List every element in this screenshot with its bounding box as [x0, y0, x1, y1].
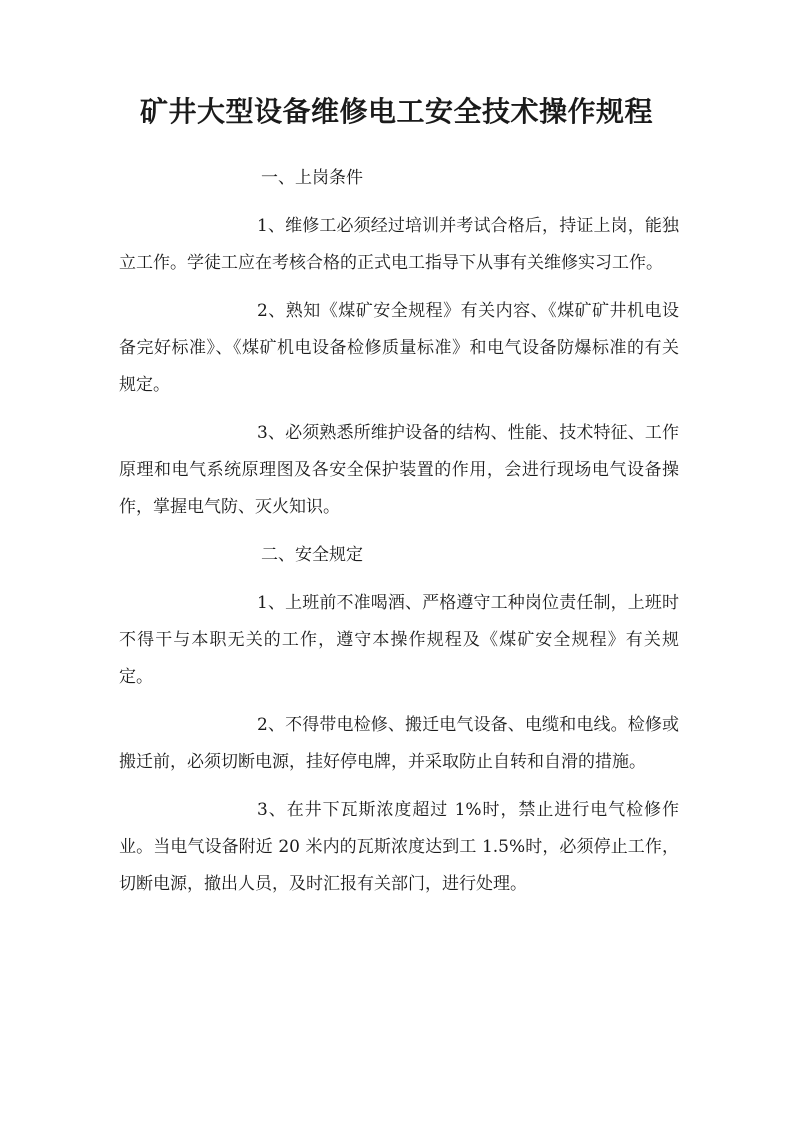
section-heading-safety: 二、安全规定	[261, 545, 363, 565]
paragraph: 2、熟知《煤矿安全规程》有关内容、《煤矿矿井机电设备完好标准》、《煤矿机电设备检修质量标准》和电气设备防爆标准的有关规定。	[119, 301, 679, 395]
paragraph: 1、维修工必须经过培训并考试合格后，持证上岗，能独立工作。学徒工应在考核合格的正式电工指导下从事有关维修实习工作。	[119, 216, 679, 273]
paragraph: 3、必须熟悉所维护设备的结构、性能、技术特征、工作原理和电气系统原理图及各安全保护装置的作用，会进行现场电气设备操作，掌握电气防、灭火知识。	[119, 423, 679, 517]
spacer	[119, 574, 679, 585]
paragraph: 1、上班前不准喝酒、严格遵守工种岗位责任制，上班时不得干与本职无关的工作，遵守本操作规程及《煤矿安全规程》有关规定。	[119, 593, 679, 687]
spacer	[119, 197, 679, 208]
paragraph: 3、在井下瓦斯浓度超过 1%时，禁止进行电气检修作业。当电气设备附近 20 米内的瓦斯浓度达到工 1.5%时，必须停止工作，切断电源，撤出人员，及时汇报有关部门，进行处理。	[119, 800, 679, 894]
section-heading-requirements: 一、上岗条件	[261, 168, 363, 188]
paragraph: 2、不得带电检修、搬迁电气设备、电缆和电线。检修或搬迁前，必须切断电源，挂好停电牌，并采取防止自转和自滑的措施。	[119, 715, 679, 772]
document-body	[119, 160, 679, 914]
document-title: 矿井大型设备维修电工安全技术操作规程	[139, 95, 653, 128]
